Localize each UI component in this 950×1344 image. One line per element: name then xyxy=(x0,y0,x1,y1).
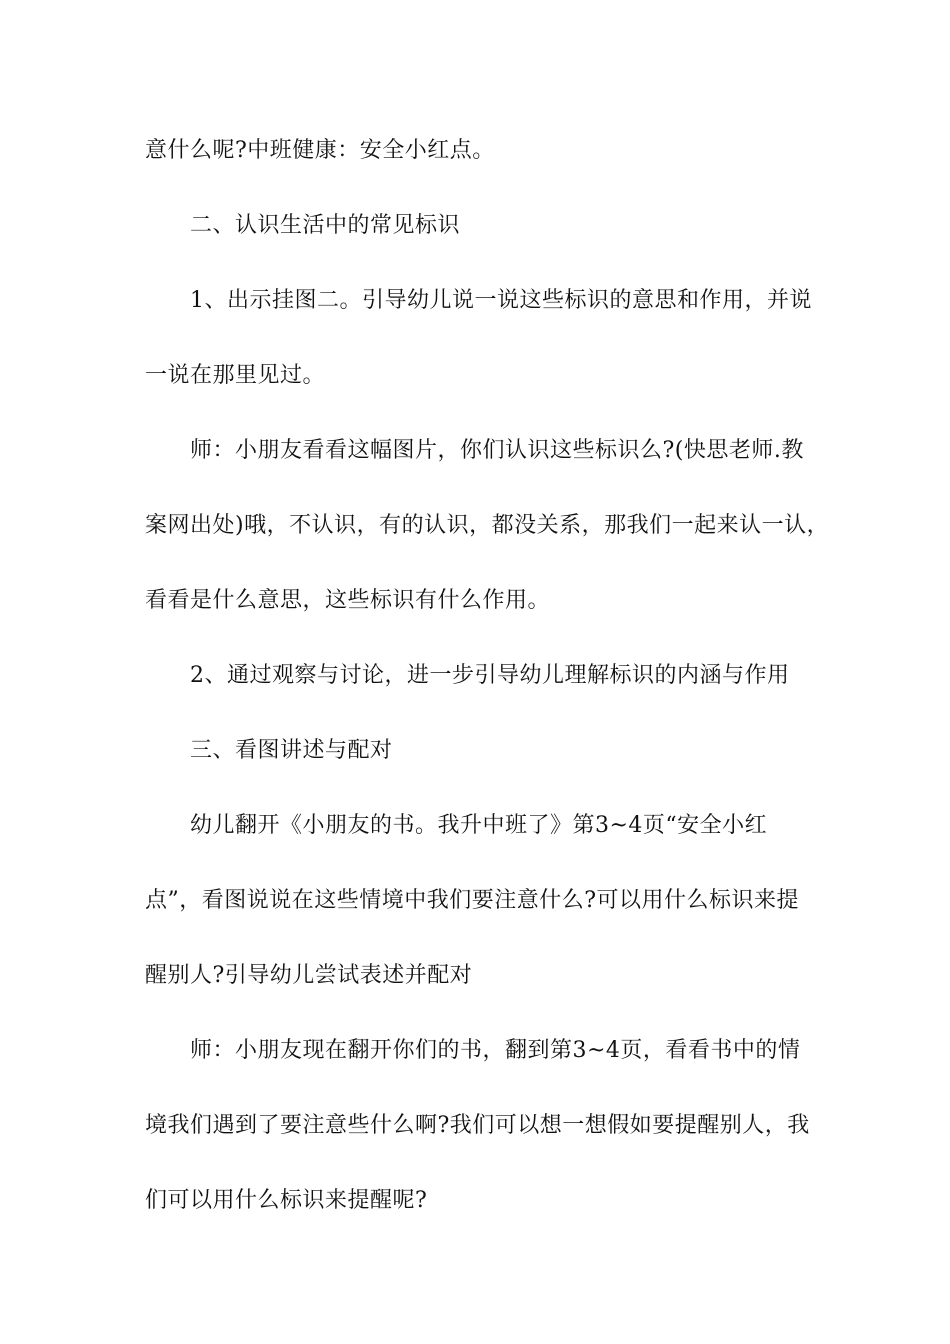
paragraph-line: 点”，看图说说在这些情境中我们要注意什么?可以用什么标识来提 xyxy=(145,888,800,913)
paragraph-line: 1、出示挂图二。引导幼儿说一说这些标识的意思和作用，并说 xyxy=(190,288,812,313)
section-heading: 三、看图讲述与配对 xyxy=(190,738,393,763)
paragraph-line: 案网出处)哦，不认识，有的认识，都没关系，那我们一起来认一认， xyxy=(145,513,830,538)
paragraph-line: 们可以用什么标识来提醒呢? xyxy=(145,1188,428,1213)
paragraph-line: 看看是什么意思，这些标识有什么作用。 xyxy=(145,588,551,613)
paragraph-line: 师：小朋友现在翻开你们的书，翻到第3~4页，看看书中的情 xyxy=(190,1038,801,1063)
paragraph-line: 境我们遇到了要注意些什么啊?我们可以想一想假如要提醒别人，我 xyxy=(145,1113,810,1138)
paragraph-line: 一说在那里见过。 xyxy=(145,363,326,388)
paragraph-line: 幼儿翻开《小朋友的书。我升中班了》第3~4页“安全小红 xyxy=(190,813,768,838)
paragraph-line: 醒别人?引导幼儿尝试表述并配对 xyxy=(145,963,473,988)
paragraph-line: 师：小朋友看看这幅图片，你们认识这些标识么?(快思老师.教 xyxy=(190,438,804,463)
paragraph-line: 意什么呢?中班健康：安全小红点。 xyxy=(145,138,495,163)
paragraph-line: 2、通过观察与讨论，进一步引导幼儿理解标识的内涵与作用 xyxy=(190,663,790,688)
section-heading: 二、认识生活中的常见标识 xyxy=(190,213,461,238)
